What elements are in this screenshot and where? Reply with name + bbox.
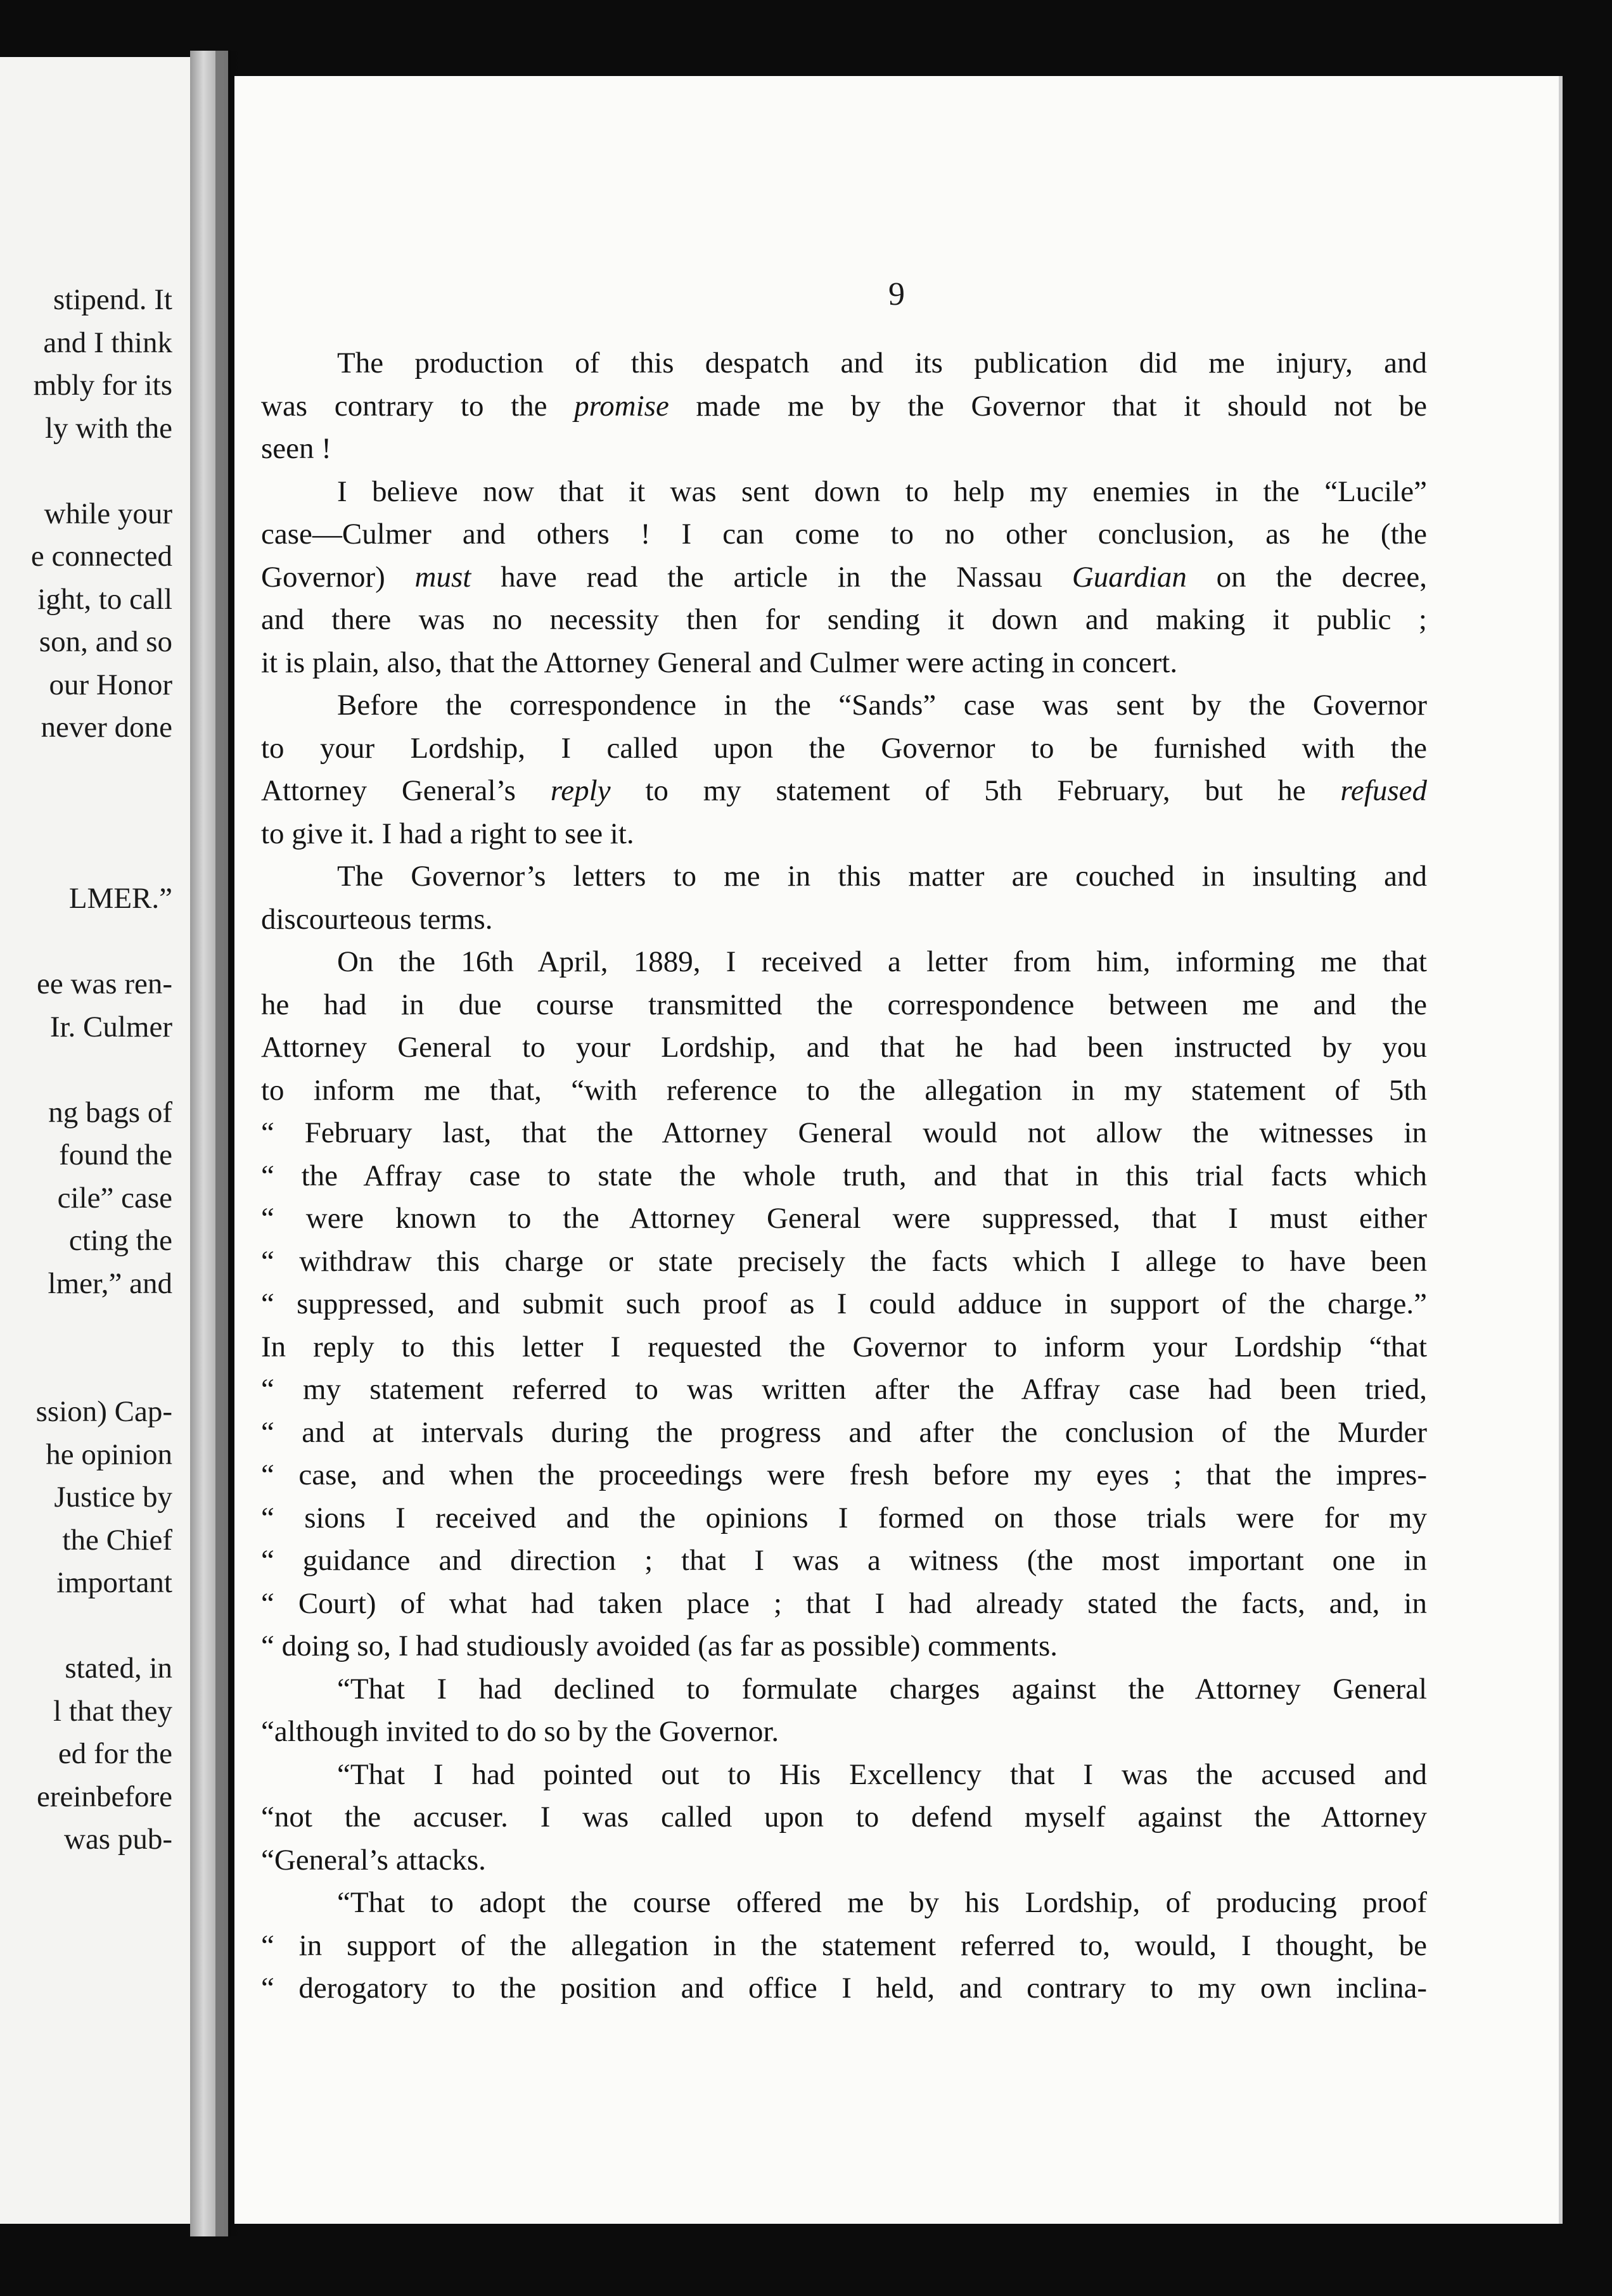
facing-page-line: Ir. Culmer: [49, 1010, 172, 1043]
page-9: [234, 76, 1559, 2224]
text-line: In reply to this letter I requested the Governor to inform your Lordship “that: [261, 1330, 1427, 1363]
facing-page-left: [0, 57, 190, 2224]
facing-page-line: cting the: [68, 1224, 172, 1257]
facing-page-line: lmer,” and: [48, 1266, 172, 1300]
facing-page-line: was pub-: [64, 1823, 172, 1856]
text-line: “ withdraw this charge or state precisely the facts which I allege to have been: [261, 1244, 1427, 1278]
text-line: The production of this despatch and its publication did me injury, and: [337, 347, 1427, 379]
text-line: “ doing so, I had studiously avoided (as far as possible) comments.: [261, 1630, 1058, 1662]
facing-page-line: found the: [59, 1138, 172, 1171]
text-line: “not the accuser. I was called upon to defend myself against the Attorney: [261, 1801, 1427, 1834]
facing-page-line: e connected: [30, 540, 172, 573]
text-line: On the 16th April, 1889, I received a letter from him, informing me that: [337, 945, 1427, 978]
text-line: case—Culmer and others ! I can come to no other conclusion, as he (the: [261, 518, 1427, 551]
facing-page-line: important: [56, 1566, 172, 1599]
text-line: to inform me that, “with reference to the allegation in my statement of 5th: [261, 1073, 1427, 1107]
text-line: “although invited to do so by the Governor.: [261, 1715, 779, 1748]
facing-page-line: Justice by: [54, 1481, 172, 1514]
facing-page-line: stipend. It: [53, 283, 172, 316]
facing-page-line: never done: [41, 711, 172, 744]
facing-page-line: ly with the: [44, 411, 172, 445]
facing-page-line: ed for the: [58, 1737, 172, 1770]
facing-page-line: cile” case: [57, 1181, 172, 1215]
text-line: it is plain, also, that the Attorney General and Culmer were acting in concert.: [261, 646, 1178, 679]
facing-page-line: ereinbefore: [37, 1780, 172, 1813]
facing-page-line: mbly for its: [33, 369, 172, 402]
facing-page-line: stated, in: [65, 1652, 172, 1685]
text-line: “ guidance and direction ; that I was a witness (the most important one in: [261, 1544, 1427, 1577]
text-line: Attorney General to your Lordship, and that he had been instructed by you: [261, 1031, 1427, 1064]
facing-page-line: he opinion: [46, 1438, 172, 1471]
facing-page-line: the Chief: [62, 1523, 172, 1557]
facing-page-line: while your: [44, 497, 172, 530]
facing-page-line: ng bags of: [48, 1095, 172, 1129]
text-line: “General’s attacks.: [261, 1843, 486, 1877]
facing-page-line: ssion) Cap-: [35, 1395, 172, 1428]
text-line: “ Court) of what had taken place ; that I had already stated the facts, and, in: [261, 1586, 1427, 1620]
facing-page-line: ight, to call: [37, 582, 172, 616]
text-line: “ derogatory to the position and office I held, and contrary to my own inclina-: [261, 1972, 1427, 2005]
text-line: “That I had pointed out to His Excellency that I was the accused and: [337, 1757, 1427, 1791]
text-line: The Governor’s letters to me in this matter are couched in insulting and: [337, 860, 1427, 893]
text-line: to give it. I had a right to see it.: [261, 817, 634, 850]
scan-border-right: [1564, 76, 1612, 2224]
text-line: “ sions I received and the opinions I formed on those trials were for my: [261, 1501, 1427, 1534]
facing-page-line: LMER.”: [68, 882, 172, 915]
text-line: I believe now that it was sent down to help my enemies in the “Lucile”: [337, 475, 1427, 508]
text-line: “ suppressed, and submit such proof as I could adduce in support of the charge.”: [261, 1287, 1427, 1320]
text-line: “ case, and when the proceedings were fresh before my eyes ; that the impres-: [261, 1458, 1427, 1491]
text-line: “That to adopt the course offered me by his Lordship, of producing proof: [337, 1886, 1427, 1919]
text-line: to your Lordship, I called upon the Governor to be furnished with the: [261, 731, 1427, 765]
text-line: discourteous terms.: [261, 902, 493, 936]
text-line: “That I had declined to formulate charges against the Attorney General: [337, 1672, 1427, 1706]
facing-page-line: and I think: [43, 326, 172, 359]
facing-page-line: l that they: [53, 1694, 172, 1728]
text-line: and there was no necessity then for sending it down and making it public ;: [261, 603, 1427, 636]
text-line: “ in support of the allegation in the statement referred to, would, I thought, be: [261, 1929, 1427, 1962]
facing-page-line: son, and so: [39, 625, 172, 658]
text-line: “ were known to the Attorney General were suppressed, that I must either: [261, 1202, 1427, 1235]
text-line: “ February last, that the Attorney General would not allow the witnesses in: [261, 1116, 1427, 1149]
facing-page-line: ee was ren-: [37, 967, 172, 1000]
page-number: 9: [888, 276, 905, 312]
text-line: was contrary to the promise made me by the Governor that it should not be: [261, 389, 1428, 423]
text-line: “ my statement referred to was written after the Affray case had been tried,: [261, 1373, 1427, 1406]
text-line: seen !: [261, 432, 331, 465]
text-line: he had in due course transmitted the correspondence between me and the: [261, 988, 1427, 1021]
text-line: Before the correspondence in the “Sands” case was sent by the Governor: [337, 689, 1427, 722]
body-text: [261, 342, 1427, 2010]
facing-page-line: our Honor: [49, 668, 172, 701]
text-line: “ the Affray case to state the whole truth, and that in this trial facts which: [261, 1159, 1427, 1192]
text-line: Attorney General’s reply to my statement of 5th February, but he refused: [261, 774, 1427, 807]
text-line: “ and at intervals during the progress and after the conclusion of the Murder: [261, 1415, 1427, 1449]
text-line: Governor) must have read the article in the Nassau Guardian on the decree,: [261, 560, 1427, 594]
